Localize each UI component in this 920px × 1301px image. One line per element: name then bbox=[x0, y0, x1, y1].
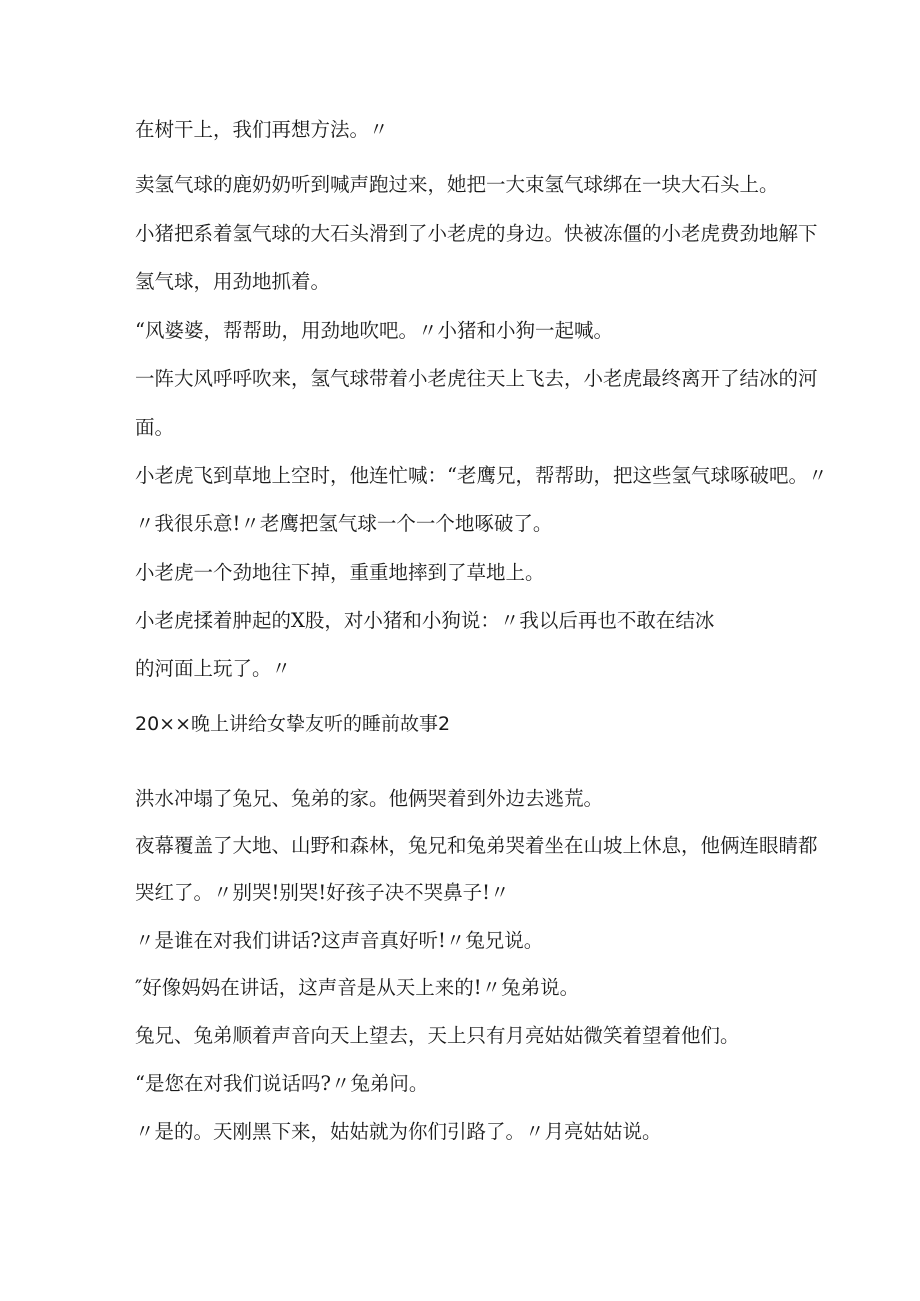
text-line: ″好像妈妈在讲话，这声音是从天上来的!〃兔弟说。 bbox=[135, 976, 580, 999]
text-line: 小老虎飞到草地上空时，他连忙喊：“老鹰兄，帮帮助，把这些氢气球啄破吧。〃 bbox=[135, 464, 828, 487]
section-heading: 20××晚上讲给女挚友听的睡前故事2 bbox=[135, 713, 451, 735]
text-line: 〃是谁在对我们讲话?这声音真好听!〃兔兄说。 bbox=[135, 929, 544, 952]
text-line: 卖氢气球的鹿奶奶听到喊声跑过来，她把一大束氢气球绑在一块大石头上。 bbox=[135, 173, 779, 196]
text-line: 一阵大风呼呼吹来，氢气球带着小老虎往天上飞去，小老虎最终离开了结冰的河 bbox=[135, 367, 818, 390]
text-line: 洪水冲塌了兔兄、兔弟的家。他俩哭着到外边去逃荒。 bbox=[135, 787, 604, 810]
text-line: 面。 bbox=[135, 416, 175, 439]
text-line: 夜幕覆盖了大地、山野和森林，兔兄和兔弟哭着坐在山坡上休息，他俩连眼睛都 bbox=[135, 834, 818, 857]
text-line: 小老虎揉着肿起的X股，对小猪和小狗说：〃我以后再也不敢在结冰 bbox=[135, 609, 715, 632]
text-line: 在树干上，我们再想方法。〃 bbox=[135, 118, 389, 141]
text-line: 哭红了。〃别哭!别哭!好孩子决不哭鼻子!〃 bbox=[135, 881, 510, 904]
text-line: 小老虎一个劲地往下掉，重重地摔到了草地上。 bbox=[135, 561, 545, 584]
text-line: “风婆婆，帮帮助，用劲地吹吧。〃小猪和小狗一起喊。 bbox=[135, 319, 613, 342]
text-line: 〃我很乐意!〃老鹰把氢气球一个一个地啄破了。 bbox=[135, 512, 553, 535]
text-line: 小猪把系着氢气球的大石头滑到了小老虎的身边。快被冻僵的小老虎费劲地解下 bbox=[135, 222, 818, 245]
text-line: “是您在对我们说话吗?〃兔弟问。 bbox=[135, 1072, 429, 1095]
text-line: 兔兄、兔弟顺着声音向天上望去，天上只有月亮姑姑微笑着望着他们。 bbox=[135, 1024, 740, 1047]
text-line: 氢气球，用劲地抓着。 bbox=[135, 270, 331, 293]
text-line: 〃是的。天刚黑下来，姑姑就为你们引路了。〃月亮姑姑说。 bbox=[135, 1120, 662, 1143]
text-line: 的河面上玩了。〃 bbox=[135, 657, 292, 680]
